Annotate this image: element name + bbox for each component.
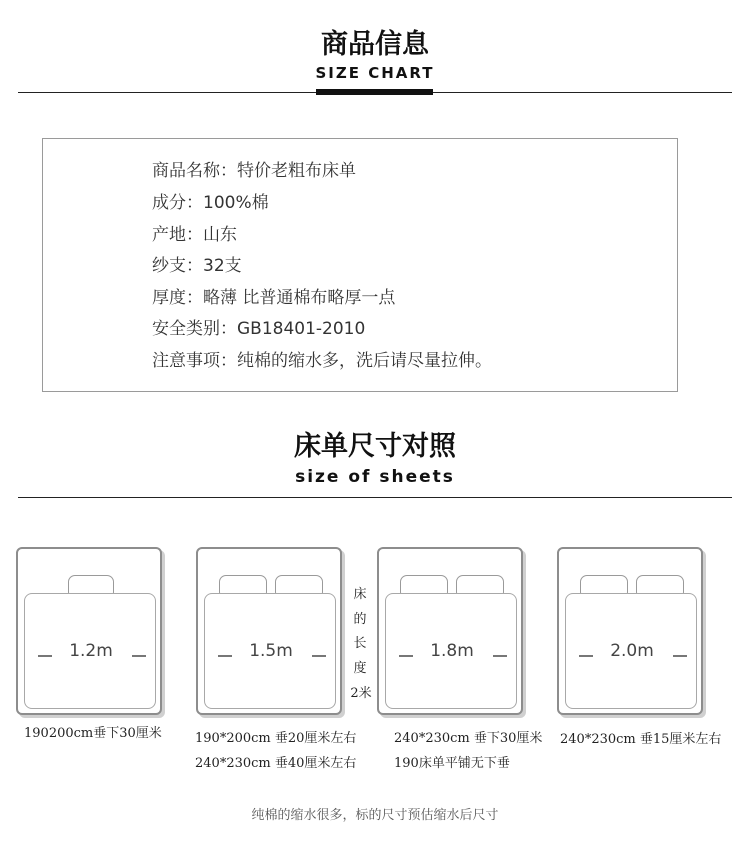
divider-accent xyxy=(316,89,433,95)
bed-size-label: 1.2m xyxy=(69,641,113,661)
divider-line-2 xyxy=(18,497,732,498)
bed-1-5m-note-2: 240*230cm 垂40厘米左右 xyxy=(195,756,357,771)
bed-size-label: 1.5m xyxy=(249,641,293,661)
bed-size-label: 2.0m xyxy=(610,641,654,661)
info-thickness: 厚度：略薄 比普通棉布略厚一点 xyxy=(152,288,396,308)
bed-2-0m-note: 240*230cm 垂15厘米左右 xyxy=(560,732,722,747)
bed-diagram-1-2m xyxy=(16,547,162,715)
bed-1-8m-note-2: 190床单平铺无下垂 xyxy=(394,756,510,771)
section-title-product-info: 商品信息 xyxy=(321,29,429,60)
section-title-sheet-sizes: 床单尺寸对照 xyxy=(294,431,456,462)
section-subtitle-size-chart: SIZE CHART xyxy=(315,64,435,82)
bed-diagram-1-8m xyxy=(377,547,523,715)
section-subtitle-size-of-sheets: size of sheets xyxy=(295,467,455,487)
bed-diagram-1-5m xyxy=(196,547,342,715)
bed-1-8m-note-1: 240*230cm 垂下30厘米 xyxy=(394,731,543,746)
info-origin: 产地：山东 xyxy=(152,225,237,245)
info-composition: 成分：100%棉 xyxy=(152,193,269,213)
bed-1-5m-note-1: 190*200cm 垂20厘米左右 xyxy=(195,731,357,746)
bed-1-2m-note: 190200cm垂下30厘米 xyxy=(24,726,162,741)
info-safety-category: 安全类别：GB18401-2010 xyxy=(152,319,366,339)
bed-length-char: 床 xyxy=(353,587,367,602)
bed-length-char: 度 xyxy=(353,661,367,676)
bed-diagram-2-0m xyxy=(557,547,703,715)
footer-shrinkage-note: 纯棉的缩水很多，标的尺寸预估缩水后尺寸 xyxy=(251,808,499,823)
info-notice: 注意事项：纯棉的缩水多，洗后请尽量拉伸。 xyxy=(152,351,492,371)
bed-size-label: 1.8m xyxy=(430,641,474,661)
bed-length-char: 长 xyxy=(353,636,367,651)
info-product-name: 商品名称：特价老粗布床单 xyxy=(152,161,356,181)
info-yarn-count: 纱支：32支 xyxy=(152,256,242,276)
bed-length-char: 的 xyxy=(353,612,367,627)
bed-length-value: 2米 xyxy=(350,686,372,701)
